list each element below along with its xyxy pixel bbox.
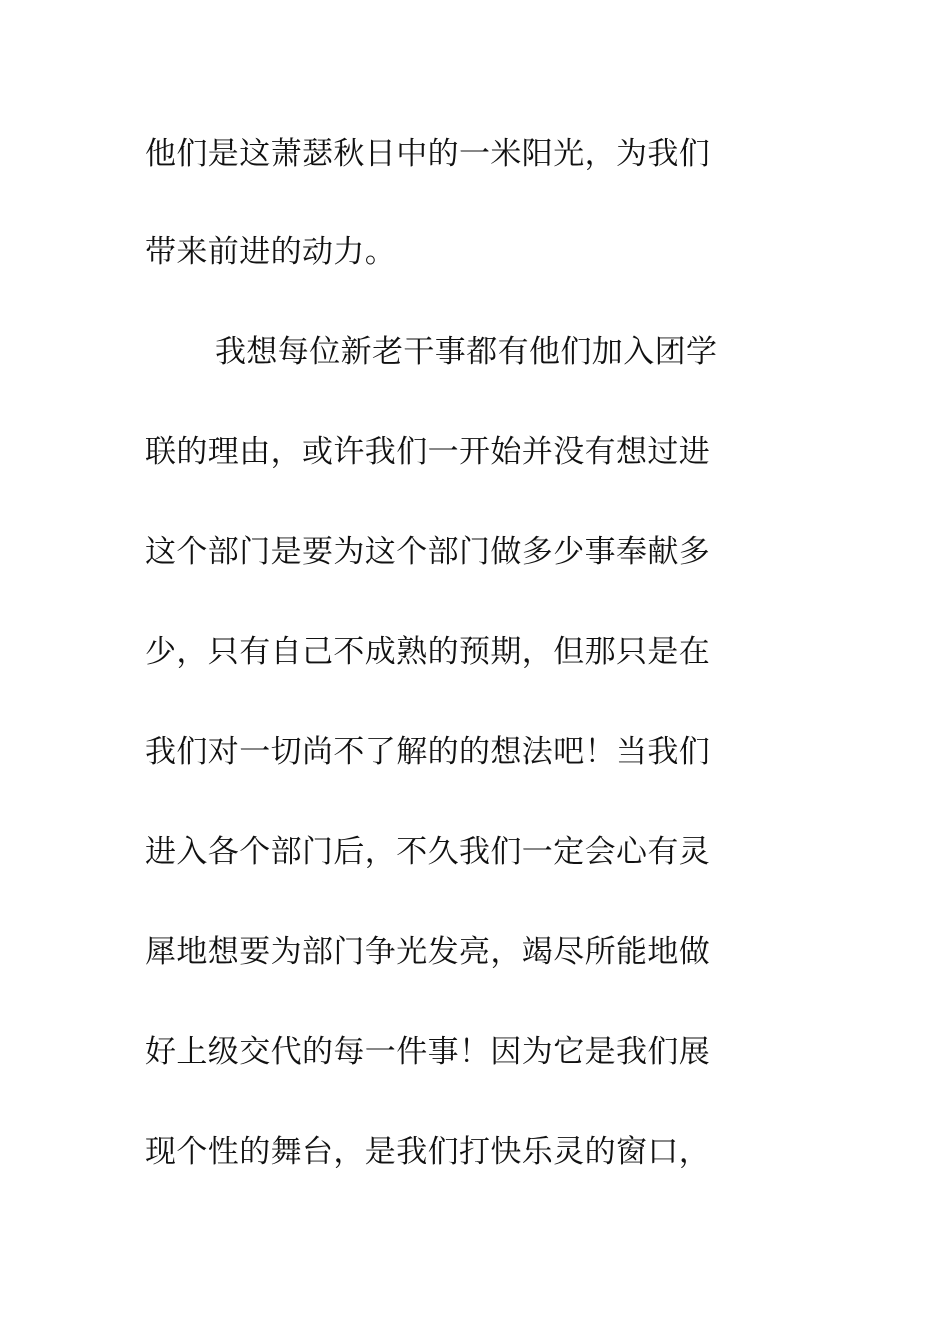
paragraph-first-line: 我想每位新老干事都有他们加入团学: [215, 334, 718, 370]
paragraph-line: 好上级交代的每一件事！因为它是我们展: [145, 1034, 711, 1070]
paragraph-line: 进入各个部门后，不久我们一定会心有灵: [145, 834, 711, 870]
paragraph-line: 少，只有自己不成熟的预期，但那只是在: [145, 634, 711, 670]
paragraph-line: 联的理由，或许我们一开始并没有想过进: [145, 434, 711, 470]
paragraph-line: 我们对一切尚不了解的的想法吧！当我们: [145, 734, 711, 770]
paragraph-line: 犀地想要为部门争光发亮，竭尽所能地做: [145, 934, 711, 970]
paragraph-line: 这个部门是要为这个部门做多少事奉献多: [145, 534, 711, 570]
paragraph-line: 现个性的舞台，是我们打快乐灵的窗口，: [145, 1134, 711, 1170]
paragraph-line: 他们是这萧瑟秋日中的一米阳光，为我们: [145, 136, 711, 172]
paragraph-line: 带来前进的动力。: [145, 234, 397, 270]
